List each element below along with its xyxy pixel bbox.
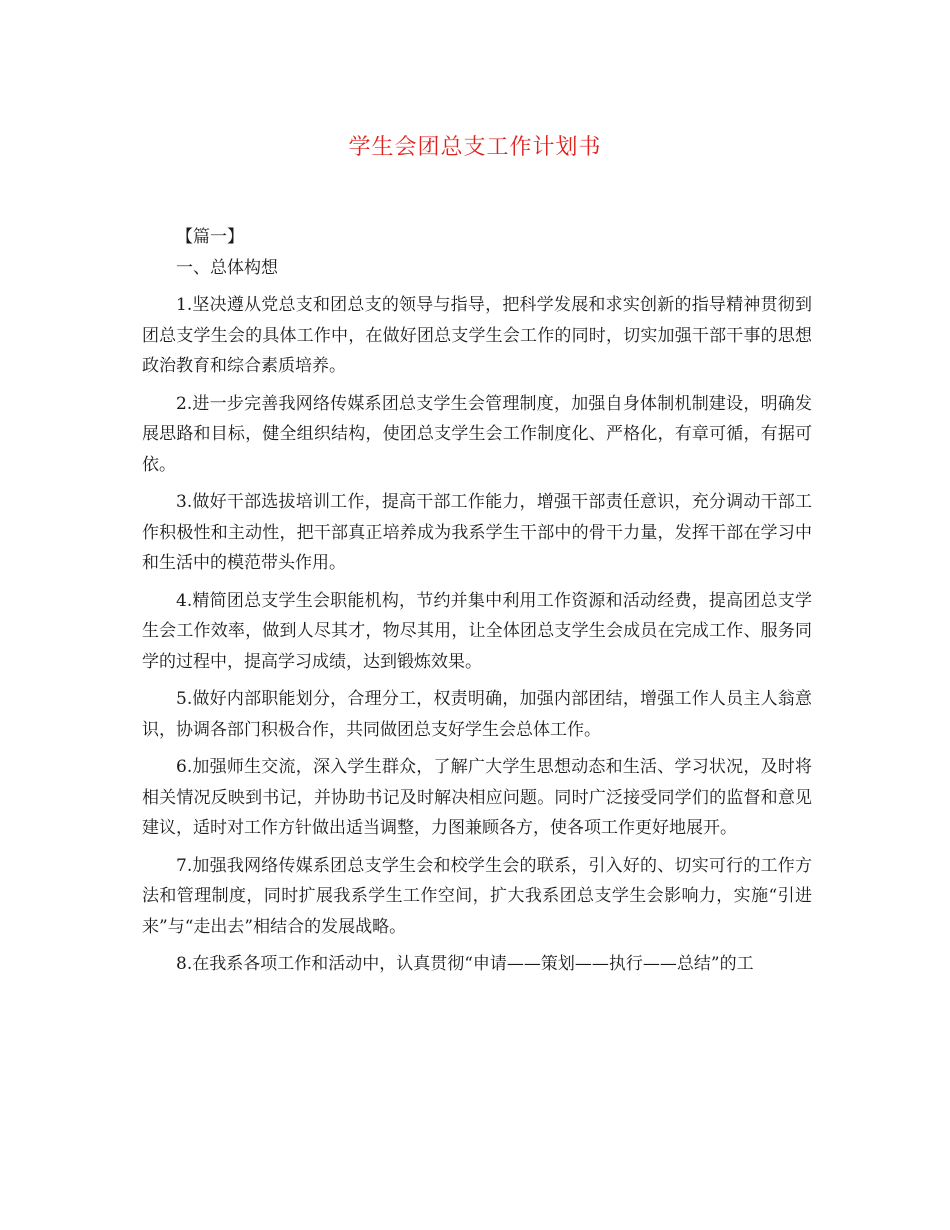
document-title: 学生会团总支工作计划书 bbox=[348, 135, 602, 160]
paragraph-3: 3.做好干部选拔培训工作，提高干部工作能力，增强干部责任意识，充分调动干部工作积极性和主动性，把干部真正培养成为我系学生干部中的骨干力量，发挥干部在学习中和生活中的模范带头作用。 bbox=[142, 492, 812, 573]
paragraph-8: 8.在我系各项工作和活动中，认真贯彻“申请——策划——执行——总结”的工 bbox=[176, 954, 754, 974]
paragraph-1: 1.坚决遵从党总支和团总支的领导与指导，把科学发展和求实创新的指导精神贯彻到团总支学生会的具体工作中，在做好团总支学生会工作的同时，切实加强干部干事的思想政治教育和综合素质培养。 bbox=[142, 295, 812, 376]
section-label: 【篇一】 bbox=[176, 227, 244, 247]
document-body bbox=[142, 222, 812, 980]
paragraph-2: 2.进一步完善我网络传媒系团总支学生会管理制度，加强自身体制机制建设，明确发展思路和目标，健全组织结构，使团总支学生会工作制度化、严格化，有章可循，有据可依。 bbox=[142, 393, 812, 475]
paragraph-7: 7.加强我网络传媒系团总支学生会和校学生会的联系，引入好的、切实可行的工作方法和管理制度，同时扩展我系学生工作空间，扩大我系团总支学生会影响力，实施“引进来”与“走出去”相结合的发展战略。 bbox=[142, 855, 812, 937]
paragraph-4: 4.精简团总支学生会职能机构，节约并集中利用工作资源和活动经费，提高团总支学生会工作效率，做到人尽其才，物尽其用，让全体团总支学生会成员在完成工作、服务同学的过程中，提高学习成绩，达到锻炼效果。 bbox=[142, 590, 812, 672]
paragraph-5: 5.做好内部职能划分，合理分工，权责明确，加强内部团结，增强工作人员主人翁意识，协调各部门积极合作，共同做团总支好学生会总体工作。 bbox=[142, 689, 812, 740]
paragraph-6: 6.加强师生交流，深入学生群众，了解广大学生思想动态和生活、学习状况，及时将相关情况反映到书记，并协助书记及时解决相应问题。同时广泛接受同学们的监督和意见建议，适时对工作方针做出适当调整，力图兼顾各方，使各项工作更好地展开。 bbox=[142, 757, 812, 838]
section-heading: 一、总体构想 bbox=[176, 257, 278, 278]
